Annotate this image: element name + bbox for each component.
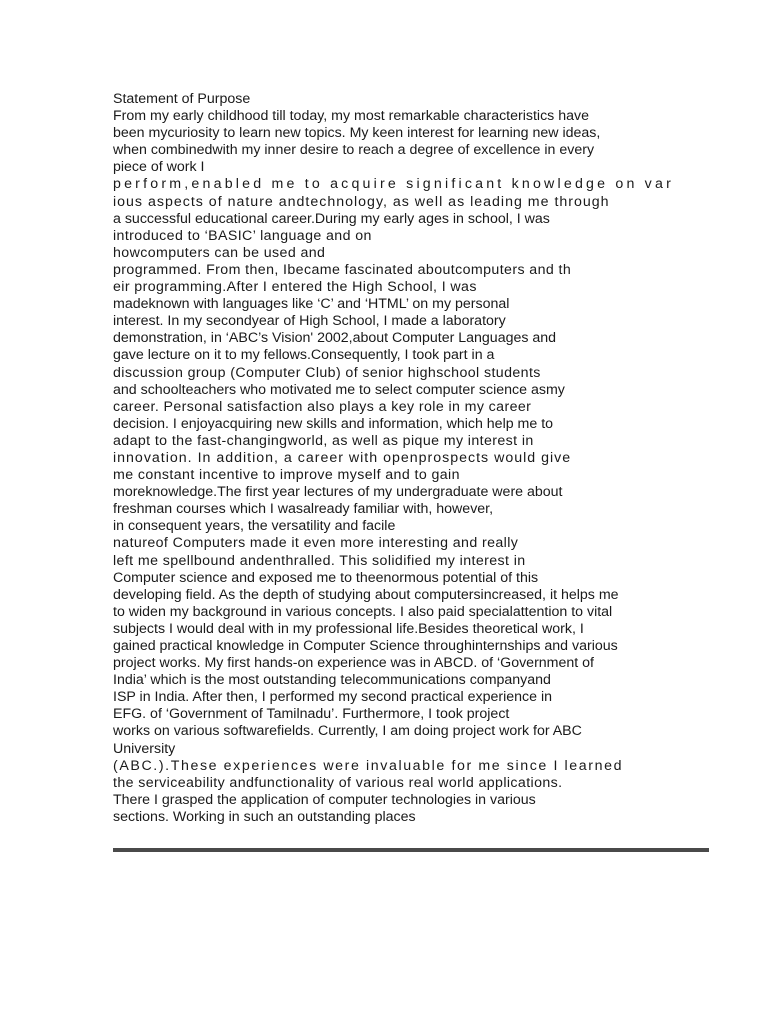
text-line: programmed. From then, Ibecame fascinated aboutcomputers and th [113, 261, 572, 278]
text-line: left me spellbound andenthralled. This solidified my interest in [113, 552, 526, 569]
text-line: (ABC.).These experiences were invaluable for me since I learned [113, 757, 624, 774]
text-line: introduced to ‘BASIC’ language and on [113, 227, 372, 244]
text-line: There I grasped the application of computer technologies in various [113, 791, 536, 808]
text-line: developing field. As the depth of studying about computersincreased, it helps me [113, 586, 619, 603]
text-line: madeknown with languages like ‘C’ and ‘HTML’ on my personal [113, 296, 510, 313]
text-line: discussion group (Computer Club) of senior highschool students [113, 364, 541, 381]
horizontal-rule [113, 848, 709, 852]
text-line: ISP in India. After then, I performed my second practical experience in [113, 689, 552, 706]
text-line: piece of work I [113, 159, 205, 176]
text-line: project works. My first hands-on experience was in ABCD. of ‘Government of [113, 655, 594, 672]
text-line: Computer science and exposed me to theenormous potential of this [113, 569, 539, 586]
text-line: demonstration, in ‘ABC’s Vision' 2002,about Computer Languages and [113, 330, 557, 347]
text-line: freshman courses which I wasalready familiar with, however, [113, 501, 494, 518]
text-line: me constant incentive to improve myself and to gain [113, 467, 460, 484]
text-line: gained practical knowledge in Computer Science throughinternships and various [113, 638, 618, 654]
text-line: natureof Computers made it even more interesting and really [113, 535, 519, 552]
text-line: career. Personal satisfaction also plays a key role in my career [113, 398, 532, 415]
text-line: perform,enabled me to acquire significant knowledge on var [113, 176, 674, 193]
text-line: subjects I would deal with in my professional life.Besides theoretical work, I [113, 620, 584, 637]
text-line: University [113, 740, 176, 757]
text-line: been mycuriosity to learn new topics. My keen interest for learning new ideas, [113, 125, 601, 142]
text-line: interest. In my secondyear of High School, I made a laboratory [113, 313, 506, 330]
document-body [113, 91, 713, 826]
text-line: innovation. In addition, a career with openprospects would give [113, 449, 572, 466]
text-line: sections. Working in such an outstanding places [113, 808, 416, 825]
text-line: moreknowledge.The first year lectures of my undergraduate were about [113, 484, 563, 501]
text-line: when combinedwith my inner desire to reach a degree of excellence in every [113, 142, 595, 159]
text-line: works on various softwarefields. Currently, I am doing project work for ABC [113, 723, 582, 740]
text-line: India’ which is the most outstanding telecommunications companyand [113, 672, 551, 689]
text-line: adapt to the fast-changingworld, as well as pique my interest in [113, 432, 534, 449]
text-line: ious aspects of nature andtechnology, as well as leading me through [113, 193, 610, 210]
text-line: decision. I enjoyacquiring new skills and information, which help me to [113, 415, 554, 432]
text-line: to widen my background in various concepts. I also paid specialattention to vital [113, 603, 613, 620]
text-line: From my early childhood till today, my most remarkable characteristics have [113, 108, 589, 125]
text-line: a successful educational career.During my early ages in school, I was [113, 210, 550, 227]
document-title: Statement of Purpose [113, 91, 251, 107]
text-line: howcomputers can be used and [113, 244, 326, 261]
text-line: and schoolteachers who motivated me to select computer science asmy [113, 381, 565, 398]
text-line: eir programming.After I entered the High School, I was [113, 279, 477, 296]
text-line: the serviceability andfunctionality of various real world applications. [113, 774, 563, 791]
text-line: in consequent years, the versatility and facile [113, 518, 396, 535]
text-line: EFG. of ‘Government of Tamilnadu’. Furthermore, I took project [113, 706, 510, 723]
text-line: gave lecture on it to my fellows.Consequently, I took part in a [113, 347, 495, 364]
